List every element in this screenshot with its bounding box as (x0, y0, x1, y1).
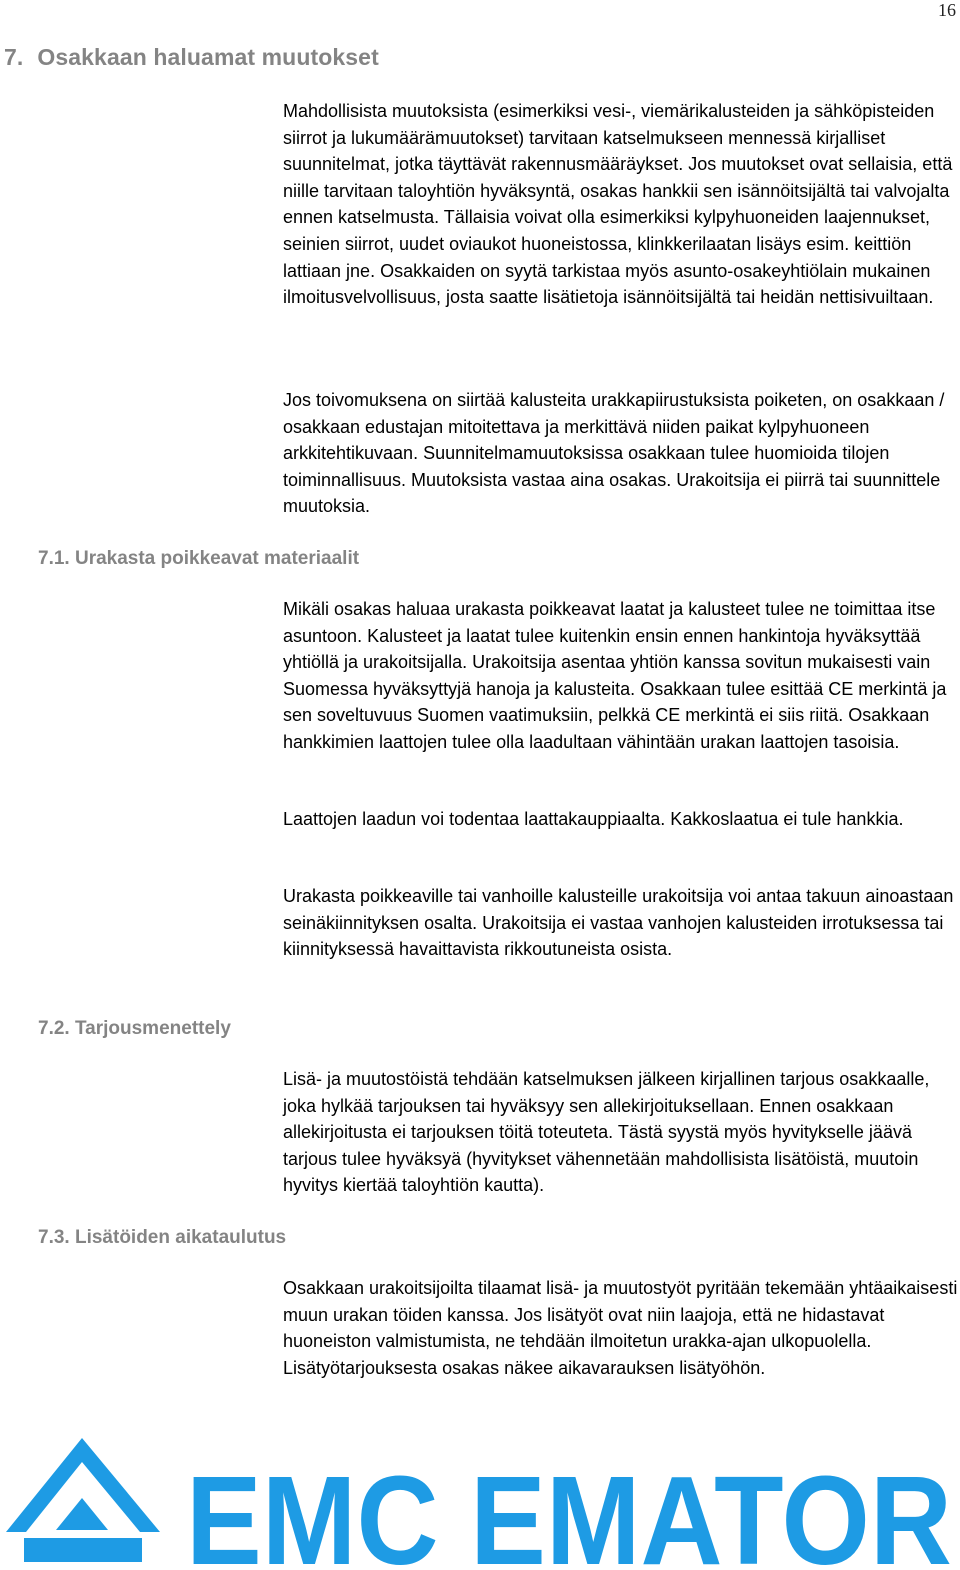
page-number: 16 (938, 0, 956, 20)
section-heading (4, 44, 379, 71)
subsection-heading-schedule: 7.3. Lisätöiden aikataulutus (38, 1227, 287, 1248)
section-paragraph-1: Mahdollisista muutoksista (esimerkiksi vesi-, viemärikalusteiden ja sähköpisteiden siirrot ja lukumäärämuutokset) tarvitaan katselmukseen mennessä kirjalliset suunnitelmat, jotka täyttävät rakennusmääräykset. Jos muutokset ovat sellaisia, että niille tarvitaan taloyhtiön hyväksyntä, osakas hankkii sen isännöitsijältä tai valvojalta ennen katselmusta. Tällaisia voivat olla esimerkiksi kylpyhuoneiden laajennukset, seinien siirrot, uudet oviaukot huoneistossa, klinkkerilaatan lisäys esim. keittiön lattiaan jne. Osakkaiden on syytä tarkistaa myös asunto-osakeyhtiölain mukainen ilmoitusvelvollisuus, josta saatte lisätietoja isännöitsijältä tai heidän nettisivuiltaan. (283, 101, 953, 308)
subsection-heading-offer: 7.2. Tarjousmenettely (38, 1018, 231, 1039)
emc-emator-logo (0, 1438, 960, 1570)
logo-graphic (0, 1438, 960, 1570)
subsection-heading-materials: 7.1. Urakasta poikkeavat materiaalit (38, 548, 360, 569)
offer-paragraph: Lisä- ja muutostöistä tehdään katselmuksen jälkeen kirjallinen tarjous osakkaalle, joka hylkää tarjouksen tai hyväksyy sen allekirjoituksellaan. Ennen osakkaan allekirjoitusta ei tarjouksen töitä toteuteta. Tästä syystä myös hyvitykselle jäävä tarjous tulee hyväksyä (hyvitykset vähennetään mahdollisista lisätöistä, muutoin hyvitys kiertää taloyhtiön kautta). (283, 1069, 930, 1196)
section-number: 7. (4, 44, 24, 70)
materials-paragraph-1: Mikäli osakas haluaa urakasta poikkeavat laatat ja kalusteet tulee ne toimittaa itse asuntoon. Kalusteet ja laatat tulee kuitenkin ensin ennen hankintoja hyväksyttää yhtiöllä ja urakoitsijalla. Urakoitsija asentaa yhtiön kanssa sovitun mukaisesti vain Suomessa hyväksyttyjä hanoja ja kalusteita. Osakkaan tulee esittää CE merkintä ja sen soveltuvuus Suomen vaatimuksiin, pelkkä CE merkintä ei siis riitä. Osakkaan hankkimien laattojen tulee olla laadultaan vähintään urakan laattojen tasoisia. (283, 599, 947, 752)
materials-paragraph-3: Urakasta poikkeaville tai vanhoille kalusteille urakoitsija voi antaa takuun ainoastaan seinäkiinnityksen osalta. Urakoitsija ei vastaa vanhojen kalusteiden irrotuksessa tai kiinnityksessä havaittavista rikkoutuneista osista. (283, 886, 954, 960)
section-title: Osakkaan haluamat muutokset (37, 44, 379, 70)
logo-wordmark: EMC EMATOR (186, 1450, 952, 1570)
schedule-paragraph: Osakkaan urakoitsijoilta tilaamat lisä- ja muutostyöt pyritään tekemään yhtäaikaisesti muun urakan töiden kanssa. Jos lisätyöt ovat niin laajoja, että ne hidastavat huoneiston valmistumista, ne tehdään ilmoitetun urakka-ajan ulkopuolella. Lisätyötarjouksesta osakas näkee aikavarauksen lisätyöhön. (283, 1278, 958, 1378)
materials-paragraph-2: Laattojen laadun voi todentaa laattakauppiaalta. Kakkoslaatua ei tule hankkia. (283, 809, 904, 829)
section-paragraph-2: Jos toivomuksena on siirtää kalusteita urakkapiirustuksista poiketen, on osakkaan / osakkaan edustajan mitoitettava ja merkittävä niiden paikat kylpyhuoneen arkkitehtikuvaan. Suunnitelmamuutoksissa osakkaan tulee huomioida tilojen toiminnallisuus. Muutoksista vastaa aina osakas. Urakoitsija ei piirrä tai suunnittele muutoksia. (283, 390, 945, 517)
